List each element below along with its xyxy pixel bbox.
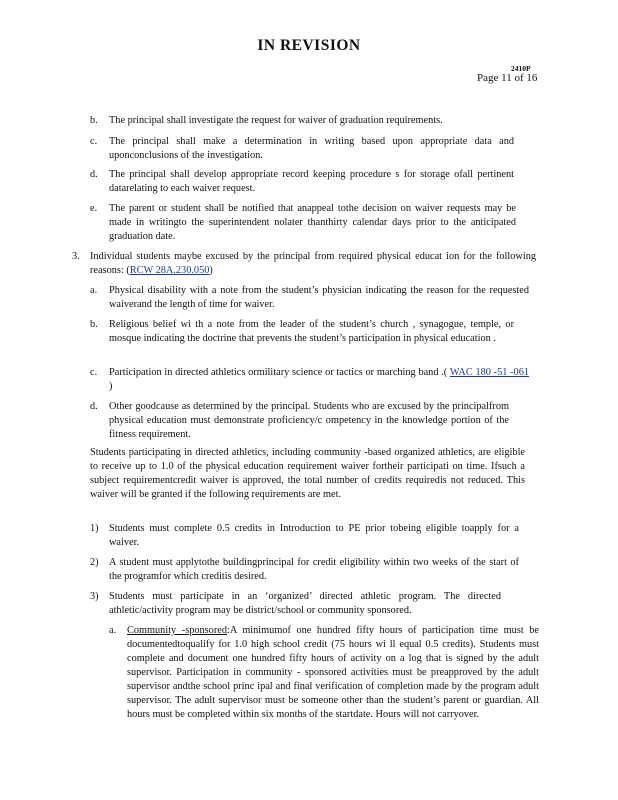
list-item-label: c. bbox=[90, 136, 98, 147]
requirement-text: A student must applytothe buildingprincipal for credit eligibility within two weeks of the start of the programfor which creditis desired. bbox=[109, 557, 519, 582]
requirement-label: 2) bbox=[90, 557, 99, 568]
page-number: Page 11 of 16 bbox=[477, 72, 538, 84]
closing-paren: ) bbox=[109, 381, 113, 392]
closing-paren: ) bbox=[209, 265, 213, 276]
policy-code: 2410P bbox=[511, 64, 531, 73]
requirement-label: 3) bbox=[90, 591, 99, 602]
requirement-text: Students must complete 0.5 credits in Introduction to PE prior tobeing eligible toapply for a waiver. bbox=[109, 523, 519, 548]
community-title: Community -sponsored bbox=[127, 625, 227, 636]
community-body: :A minimumof one hundred fifty hours of participation time must be documentedtoqualify for 1.0 high school credit (75 hours wi ll equal 0.5 credits). Students must complete and document one hundred fifty hours of activity on a log that is signed by the adult supervisor. Participation in community - sponsored activities must be preapproved by the adult supervisor andthe school princ ipal and final verification of completion made by the program adult supervisor. The adult supervisor must be someone other than the student’s parent or guardian. All hours must be completed within six months of the startdate. Hours will not carryover. bbox=[127, 625, 539, 720]
reason-text: Religious belief wi th a note from the leader of the student’s church , synagogue, temple, or mosque indicating the doctrine that prevents the student’s participation in physical education . bbox=[109, 319, 514, 344]
wac-link[interactable]: WAC 180 -51 -061 bbox=[449, 367, 530, 378]
reason-text: Physical disability with a note from the student’s physician indicating the reason for the requested waiverand the length of time for waiver. bbox=[109, 285, 529, 310]
page-title: IN REVISION bbox=[257, 37, 361, 54]
subitem-label: a. bbox=[109, 625, 117, 636]
list-item-text: The principal shall investigate the request for waiver of graduation requirements. bbox=[109, 115, 443, 126]
reason-label: a. bbox=[90, 285, 98, 296]
reason-c-text: Participation in directed athletics ormilitary science or tactics or marching band .( bbox=[109, 367, 448, 378]
list-item-text: The principal shall develop appropriate record keeping procedure s for storage ofall pertinent datarelating to each waiver request. bbox=[109, 169, 514, 194]
reason-label: d. bbox=[90, 401, 98, 412]
requirement-text: Students must participate in an ‘organized’ directed athletic program. The directed athletic/activity program may be district/school or community sponsored. bbox=[109, 591, 501, 616]
list-item-text: The principal shall make a determination in writing based upon appropriate data and uponconclusions of the investigation. bbox=[109, 136, 514, 161]
section-intro: Individual students maybe excused by the principal from required physical educat ion for the following reasons: ( bbox=[90, 251, 536, 276]
section-text bbox=[90, 250, 536, 278]
requirement-label: 1) bbox=[90, 523, 99, 534]
list-item-label: b. bbox=[90, 115, 98, 126]
list-item-text: The parent or student shall be notified that anappeal tothe decision on waiver requests may be made in writingto the superintendent nolater thanthirty calendar days prior to the anticipated graduation date. bbox=[109, 203, 516, 242]
list-item-label: e. bbox=[90, 203, 98, 214]
reason-text bbox=[109, 366, 529, 394]
paragraph-text: Students participating in directed athletics, including community -based organized athletics, are eligible to receive up to 1.0 of the physical education requirement waiver fortheir participati on time. Ifsuch a subject requirementcredit waiver is approved, the total number of credits requiredis not reduced. This waiver will be granted if the following requirements are met. bbox=[90, 447, 525, 500]
subitem-text bbox=[127, 624, 539, 722]
rcw-link[interactable]: RCW 28A.230.050 bbox=[129, 265, 210, 276]
list-item-label: d. bbox=[90, 169, 98, 180]
reason-label: b. bbox=[90, 319, 98, 330]
reason-label: c. bbox=[90, 367, 98, 378]
reason-text: Other goodcause as determined by the principal. Students who are excused by the principalfrom physical education must demonstrate proficiency/c ompetency in the knowledge portion of the fitness requirement. bbox=[109, 401, 509, 440]
section-label: 3. bbox=[72, 251, 80, 262]
